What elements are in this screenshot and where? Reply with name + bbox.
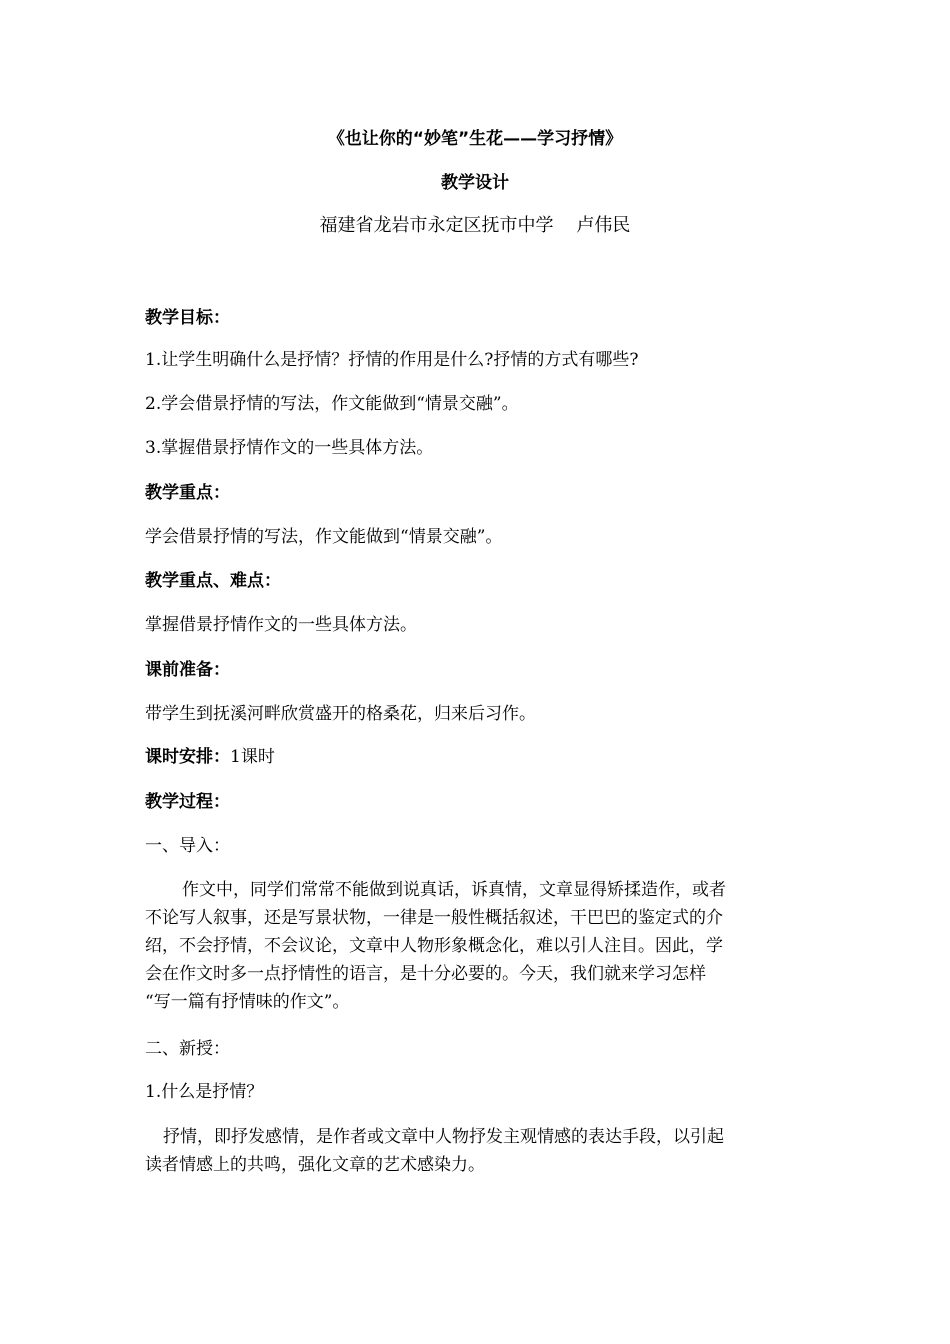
intro-line: 作文中，同学们常常不能做到说真话，诉真情，文章显得矫揉造作，或者 [182, 880, 726, 900]
intro-line: 会在作文时多一点抒情性的语言，是十分必要的。今天，我们就来学习怎样 [145, 964, 706, 984]
goals-heading: 教学目标： [145, 308, 230, 328]
goal-item-1: 1.让学生明确什么是抒情？抒情的作用是什么?抒情的方式有哪些? [145, 350, 639, 370]
difficulty-heading: 教学重点、难点： [145, 571, 281, 591]
goal-item-2: 2.学会借景抒情的写法，作文能做到“情景交融”。 [145, 394, 519, 414]
author-line: 福建省龙岩市永定区抚市中学 卢伟民 [319, 215, 631, 236]
new-lesson-heading: 二、新授： [145, 1039, 230, 1059]
intro-line: 绍，不会抒情，不会议论，文章中人物形象概念化，难以引人注目。因此，学 [145, 936, 723, 956]
document-subtitle: 教学设计 [441, 173, 509, 193]
schedule-heading: 课时安排： [145, 747, 230, 767]
preparation-text: 带学生到抚溪河畔欣赏盛开的格桑花，归来后习作。 [145, 704, 536, 724]
answer-paragraph [145, 1123, 807, 1179]
question-1: 1.什么是抒情？ [145, 1082, 264, 1102]
intro-heading: 一、导入： [145, 836, 230, 856]
preparation-heading: 课前准备： [145, 660, 230, 680]
goal-item-3: 3.掌握借景抒情作文的一些具体方法。 [145, 438, 434, 458]
schedule-value: 1课时 [230, 747, 275, 767]
schedule-line [145, 746, 275, 768]
key-point-text: 学会借景抒情的写法，作文能做到“情景交融”。 [145, 527, 503, 547]
answer-line: 读者情感上的共鸣，强化文章的艺术感染力。 [145, 1155, 485, 1175]
key-point-heading: 教学重点： [145, 483, 230, 503]
intro-line: “写一篇有抒情味的作文”。 [145, 992, 350, 1012]
difficulty-text: 掌握借景抒情作文的一些具体方法。 [145, 615, 417, 635]
document-title: 《也让你的“妙笔”生花——学习抒情》 [327, 129, 623, 149]
intro-paragraph [145, 876, 807, 1016]
intro-line: 不论写人叙事，还是写景状物，一律是一般性概括叙述，干巴巴的鉴定式的介 [145, 908, 723, 928]
answer-line: 抒情，即抒发感情，是作者或文章中人物抒发主观情感的表达手段，以引起 [163, 1127, 724, 1147]
process-heading: 教学过程： [145, 792, 230, 812]
